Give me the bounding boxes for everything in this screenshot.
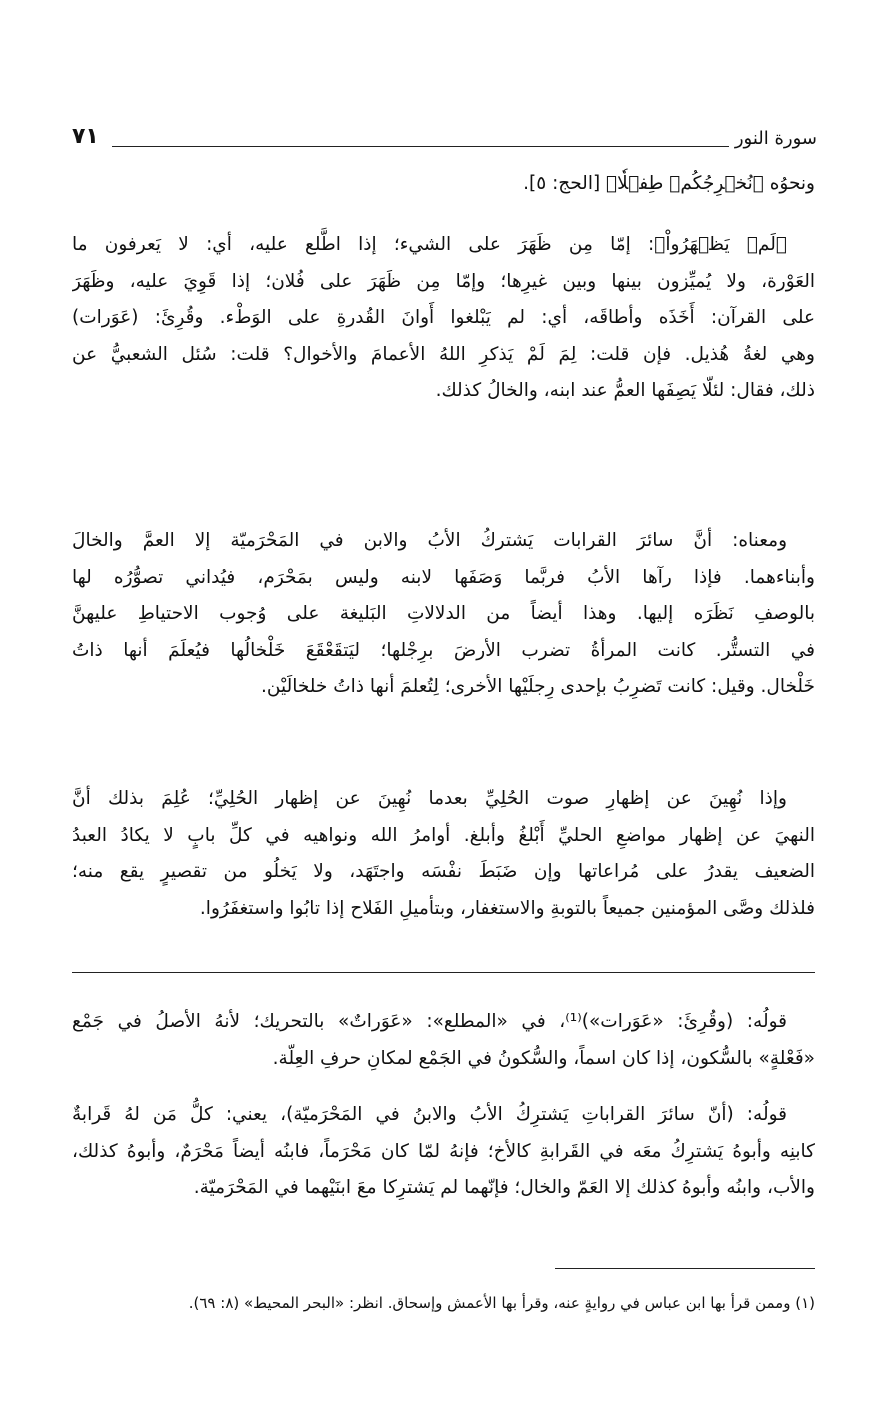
text-line: ونحوُه ﴿نُخۡرِجُكُمۡ طِفۡلٗا﴾ [الحج: ٥]. — [523, 173, 815, 194]
page-header — [72, 124, 817, 154]
text-line: قولُه: (أنّ سائرَ القراباتِ يَشترِكُ الأبُ والابنُ في المَحْرَميّة)، يعني: كلُّ مَن لهُ قَرابةٌ — [72, 1104, 787, 1125]
text-line: ومعناه: أنَّ سائرَ القرابات يَشتركُ الأبُ والابن في المَحْرَميّة إلا العمَّ والخالَ — [72, 530, 787, 551]
header-rule — [112, 146, 729, 147]
page-number: ٧١ — [72, 124, 99, 149]
text-line: في التستُّر. كانت المرأةُ تضرب الأرضَ برِجْلها؛ ليَتقَعْقَعَ خَلْخالُها فيُعلَمَ أنها ذاتُ — [72, 639, 815, 661]
text-line: وأبناءهما. فإذا رآها الأبُ فربَّما وَصَفَها لابنه وليس بمَحْرَم، فيُداني تصوُّرُه لها — [72, 566, 815, 588]
text-line: ﴿لَمۡ يَظۡهَرُواْ﴾: إمّا مِن ظَهَرَ على الشيء؛ إذا اطَّلع عليه، أي: لا يَعرفون ما — [72, 234, 787, 255]
text-line: الضعيف يقدرُ على مُراعاتها وإن ضَبَطَ نفْسَه واجتَهَد، ولا يَخلُو من تقصيرٍ يقع منه؛ — [72, 861, 815, 882]
text-line: خَلْخال. وقيل: كانت تَضرِبُ بإحدى رِجلَيْها الأخرى؛ لِتُعلمَ أنها ذاتُ خلخالَيْن. — [261, 676, 815, 697]
text-line: على القرآن: أَخَذَه وأطاقَه، أي: لم يَبْلغوا أَوانَ القُدرةِ على الوَطْء. وقُرِئَ: (عَوَرات) — [72, 307, 815, 328]
text-line: وإذا نُهِينَ عن إظهارِ صوت الحُلِيِّ بعدما نُهِينَ عن إظهار الحُلِيِّ؛ عُلِمَ بذلك أنَّ — [72, 788, 787, 809]
paragraph-lam-yazharu — [72, 227, 815, 410]
surah-title: سورة النور — [734, 128, 817, 149]
text-line: بالوصفِ نَظَرَه إليها. وهذا أيضاً من الدلالاتِ البَليغة على وُجوب الاحتياطِ عليهنَّ — [72, 603, 815, 624]
commentary-awrat — [72, 1004, 815, 1077]
footnote-1: (١) وممن قرأ بها ابن عباس في روايةٍ عنه، وقرأ بها الأعمش وإسحاق. انظر: «البحر المحيط» (٨: ٦٩). — [188, 1294, 815, 1312]
text-line: ذلك، فقال: لئلّا يَصِفَها العمُّ عند ابنه، والخالُ كذلك. — [435, 380, 815, 401]
text-line: والأب، وابنُه وأبوهُ كذلك إلا العَمّ والخال؛ فإنّهما لم يَشترِكا معَ ابنَيْهما في المَحْرَميّة. — [193, 1177, 815, 1198]
text-line: «فَعْلةٍ» بالسُّكون، إذا كان اسماً، والسُّكونُ في الجَمْع لمكانِ حرفِ العِلّة. — [272, 1047, 815, 1069]
paragraph-verse-ref — [72, 166, 815, 203]
text-line: قولُه: (وقُرِئَ: «عَوَرات»)⁽¹⁾، في «المطلع»: «عَوَراتٌ» بالتحريك؛ لأنهُ الأصلُ في جَمْع — [72, 1011, 787, 1032]
footnote-rule — [555, 1268, 815, 1269]
commentary-qarabat — [72, 1097, 815, 1207]
text-line: كابنِه وأبوهُ يَشترِكُ معَه في القَرابةِ كالأخ؛ فإنهُ لمّا كان مَحْرَماً، فابنُه أيضاً مَحْرَمٌ، وأبوهُ كذلك، — [72, 1140, 815, 1162]
paragraph-meaning — [72, 523, 815, 706]
commentary-separator — [72, 972, 815, 973]
text-line: وهي لغةُ هُذيل. فإن قلت: لِمَ لَمْ يَذكرِ اللهُ الأعمامَ والأخوال؟ قلت: سُئل الشعبيُّ عن — [72, 343, 815, 365]
text-line: النهيَ عن إظهار مواضعِ الحليِّ أَبْلغُ وأبلغ. أوامرُ الله ونواهيه في كلِّ بابٍ لا يكادُ العبدُ — [72, 824, 815, 846]
footnotes — [72, 1288, 815, 1318]
paragraph-jewelry — [72, 781, 815, 927]
text-line: العَوْرة، ولا يُميِّزون بينها وبين غيرِها؛ وإمّا مِن ظَهَرَ على فُلان؛ إذا قَوِيَ عليه، وظَهَرَ — [72, 270, 815, 292]
text-line: فلذلك وصَّى المؤمنين جميعاً بالتوبةِ والاستغفار، وبتأميلِ الفَلاح إذا تابُوا واستغفَرُوا. — [199, 897, 815, 919]
